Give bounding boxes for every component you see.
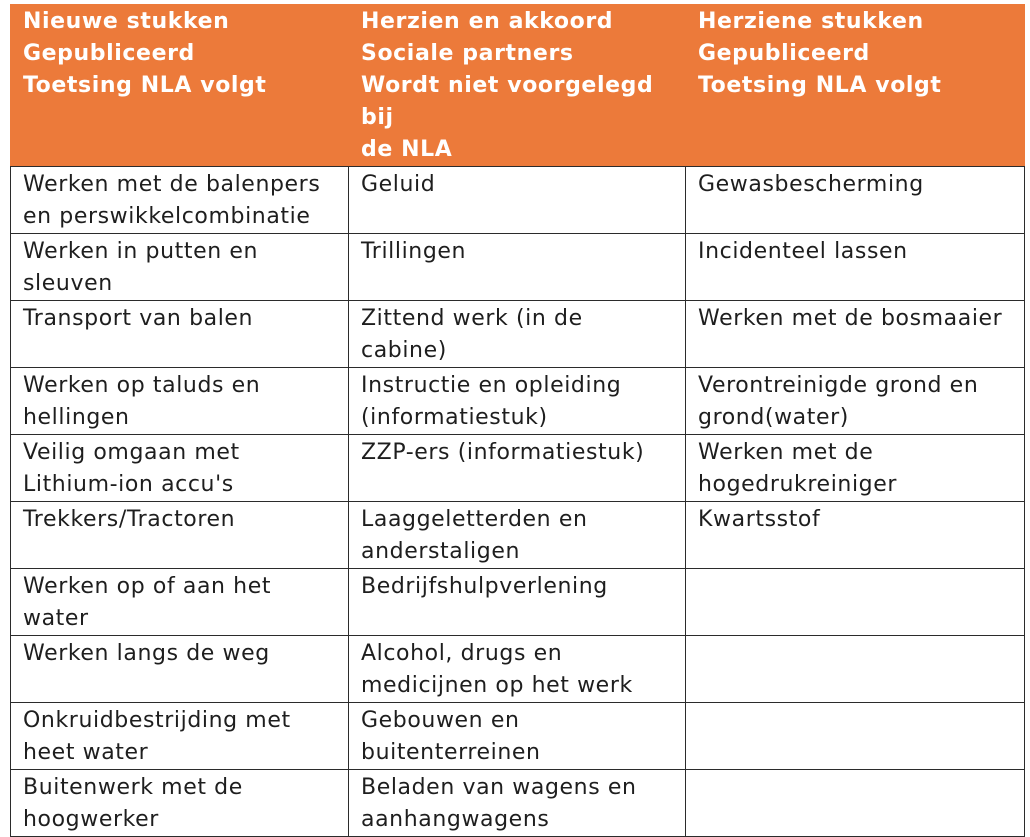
table-cell: Werken in putten en sleuven (11, 234, 349, 301)
header-revised-approved (349, 5, 686, 167)
table-row (11, 569, 1025, 636)
table-cell: Transport van balen (11, 301, 349, 368)
table-cell: Bedrijfshulpverlening (349, 569, 686, 636)
table-cell (686, 569, 1025, 636)
table-row (11, 502, 1025, 569)
table-cell: Geluid (349, 167, 686, 234)
header-line: Herzien en akkoord (361, 9, 614, 34)
header-line: Gepubliceerd (23, 41, 195, 66)
table-cell: Werken met de hogedrukreiniger (686, 435, 1025, 502)
header-line: Wordt niet voorgelegd bij (361, 73, 662, 130)
table-cell: Gebouwen en buitenterreinen (349, 703, 686, 770)
table-cell: Werken met de balenpers en perswikkelcombinatie (11, 167, 349, 234)
table-cell: Zittend werk (in de cabine) (349, 301, 686, 368)
table-cell: Alcohol, drugs en medicijnen op het werk (349, 636, 686, 703)
table-cell (686, 636, 1025, 703)
table-row (11, 301, 1025, 368)
table-cell: Werken langs de weg (11, 636, 349, 703)
header-line: de NLA (361, 137, 453, 162)
table-cell: Instructie en opleiding (informatiestuk) (349, 368, 686, 435)
table-row (11, 167, 1025, 234)
table-row (11, 368, 1025, 435)
header-line: Sociale partners (361, 41, 574, 66)
header-line: Nieuwe stukken (23, 9, 230, 34)
header-new-documents (11, 5, 349, 167)
table-cell (686, 770, 1025, 837)
header-line: Toetsing NLA volgt (698, 73, 942, 98)
table-cell: ZZP-ers (informatiestuk) (349, 435, 686, 502)
table-cell: Incidenteel lassen (686, 234, 1025, 301)
table-cell: Kwartsstof (686, 502, 1025, 569)
table-cell: Beladen van wagens en aanhangwagens (349, 770, 686, 837)
table-cell: Buitenwerk met de hoogwerker (11, 770, 349, 837)
table-cell: Laaggeletterden en anderstaligen (349, 502, 686, 569)
table-row (11, 703, 1025, 770)
table-cell: Werken op of aan het water (11, 569, 349, 636)
table-cell: Trillingen (349, 234, 686, 301)
table-cell: Gewasbescherming (686, 167, 1025, 234)
table-cell: Verontreinigde grond en grond(water) (686, 368, 1025, 435)
table-row (11, 435, 1025, 502)
table-cell: Werken met de bosmaaier (686, 301, 1025, 368)
header-line: Gepubliceerd (698, 41, 870, 66)
table-header (11, 5, 1025, 167)
table-cell: Onkruidbestrijding met heet water (11, 703, 349, 770)
table-row (11, 636, 1025, 703)
table-cell: Werken op taluds en hellingen (11, 368, 349, 435)
table-row (11, 770, 1025, 837)
table-cell: Veilig omgaan met Lithium-ion accu's (11, 435, 349, 502)
header-row (11, 5, 1025, 167)
table-cell: Trekkers/Tractoren (11, 502, 349, 569)
table-body (11, 167, 1025, 837)
header-revised-documents (686, 5, 1025, 167)
header-line: Toetsing NLA volgt (23, 73, 267, 98)
document-table (10, 4, 1025, 837)
table-cell (686, 703, 1025, 770)
header-line: Herziene stukken (698, 9, 924, 34)
table-row (11, 234, 1025, 301)
